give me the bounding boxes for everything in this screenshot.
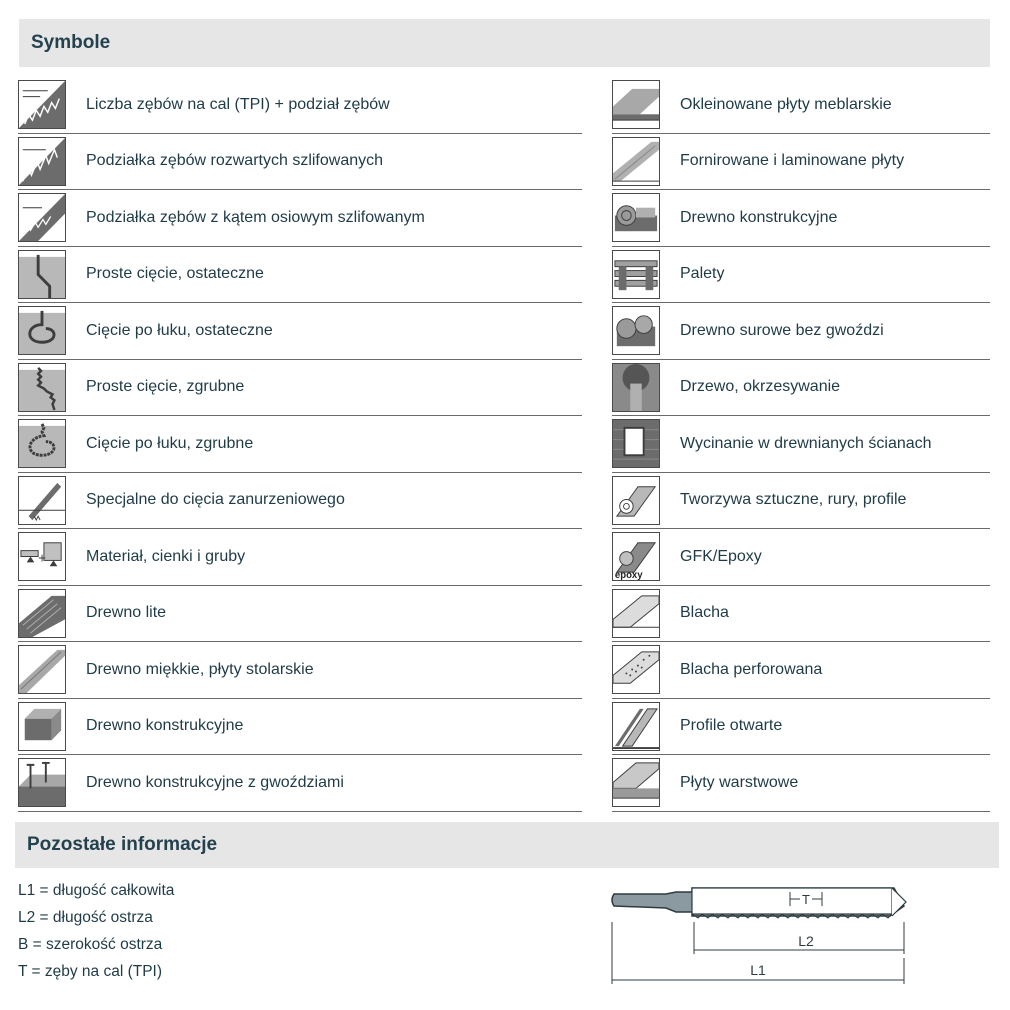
open-profile-icon [612,702,660,751]
info-list [18,880,174,988]
symbol-row [18,473,582,530]
symbol-label: Tworzywa sztuczne, rury, profile [680,491,907,509]
symbol-row [612,77,990,134]
info-title: Pozostałe informacje [27,834,218,855]
symbol-label: Drewno miękkie, płyty stolarskie [86,660,314,678]
symbol-label: Drewno konstrukcyjne z gwoździami [86,773,344,791]
symbol-label: Blacha perforowana [680,660,823,678]
symbols-left-column [18,77,582,812]
info-item-l1: L1 = długość całkowita [18,882,175,899]
symbol-label: Proste cięcie, zgrubne [86,378,245,396]
teeth-per-inch-icon [18,80,66,129]
coated-furniture-board-icon [612,80,660,129]
symbol-row [612,190,990,247]
info-item-t: T = zęby na cal (TPI) [18,963,163,980]
taper-ground-teeth-icon [18,193,66,242]
tooth-label: T [802,892,810,907]
symbol-row [18,303,582,360]
info-section-header [15,822,999,868]
tree-pruning-icon [612,363,660,412]
curve-cut-fine-icon [18,306,66,355]
info-item-b: B = szerokość ostrza [18,936,163,953]
symbol-row [612,303,990,360]
symbol-label: Podziałka zębów z kątem osiowym szlifowanym [86,208,425,226]
symbol-label: Drewno konstrukcyjne [680,208,838,226]
symbol-label: Płyty warstwowe [680,773,799,791]
symbol-row [612,473,990,530]
solid-wood-icon [18,589,66,638]
pallet-icon [612,250,660,299]
info-item-l2: L2 = długość ostrza [18,909,153,926]
thin-thick-material-icon [18,532,66,581]
symbol-label: Okleinowane płyty meblarskie [680,95,892,113]
symbol-label: Wycinanie w drewnianych ścianach [680,434,932,452]
symbol-label: Drewno surowe bez gwoździ [680,321,884,339]
veneered-laminate-icon [612,137,660,186]
symbol-row [18,77,582,134]
straight-cut-fine-icon [18,250,66,299]
symbol-label: Palety [680,265,725,283]
symbol-label: Cięcie po łuku, zgrubne [86,434,254,452]
symbol-row [18,190,582,247]
symbol-row [612,755,990,812]
symbol-label: Podziałka zębów rozwartych szlifowanych [86,152,384,170]
symbol-row [612,699,990,756]
jigsaw-blade-diagram [606,878,916,990]
symbol-label: Profile otwarte [680,717,783,735]
blade-shape [612,888,906,918]
symbol-row [612,360,990,417]
symbol-row [612,416,990,473]
symbol-row [612,247,990,304]
curve-cut-rough-icon [18,419,66,468]
symbol-label: Drewno lite [86,604,167,622]
symbols-title: Symbole [31,32,111,53]
straight-cut-rough-icon [18,363,66,412]
symbol-row [18,416,582,473]
plastic-pipe-profile-icon [612,476,660,525]
sheet-metal-icon [612,589,660,638]
symbol-label: Specjalne do cięcia zanurzeniowego [86,491,345,509]
symbol-label: Materiał, cienki i gruby [86,547,246,565]
svg-text:epoxy: epoxy [614,570,643,581]
gfk-epoxy-icon [612,532,660,581]
symbol-row [612,642,990,699]
wood-with-nails-icon [18,758,66,807]
symbol-label: Blacha [680,604,729,622]
construction-wood-icon [18,702,66,751]
l2-label: L2 [798,933,814,949]
symbol-label: Liczba zębów na cal (TPI) + podział zębów [86,95,390,113]
l1-label: L1 [750,962,766,978]
symbol-row [612,586,990,643]
symbol-row [18,586,582,643]
set-ground-teeth-icon [18,137,66,186]
symbol-row [18,360,582,417]
symbols-right-column [612,77,990,812]
symbol-label: Proste cięcie, ostateczne [86,265,264,283]
symbol-label: Drzewo, okrzesywanie [680,378,841,396]
symbol-label: GFK/Epoxy [680,547,762,565]
structural-timber-icon [612,193,660,242]
svg-text:+: + [38,550,47,566]
softwood-board-icon [18,645,66,694]
symbol-row [18,642,582,699]
wooden-wall-cutout-icon [612,419,660,468]
symbol-label: Cięcie po łuku, ostateczne [86,321,273,339]
symbol-row [18,134,582,191]
symbol-label: Fornirowane i laminowane płyty [680,152,905,170]
plunge-cut-icon [18,476,66,525]
sandwich-panel-icon [612,758,660,807]
perforated-sheet-icon [612,645,660,694]
symbol-row [18,755,582,812]
symbol-row [18,247,582,304]
raw-wood-icon [612,306,660,355]
symbol-row [18,529,582,586]
symbol-label: Drewno konstrukcyjne [86,717,244,735]
symbol-row [18,699,582,756]
symbols-section-header [19,19,990,67]
symbol-row [612,529,990,586]
symbol-row [612,134,990,191]
